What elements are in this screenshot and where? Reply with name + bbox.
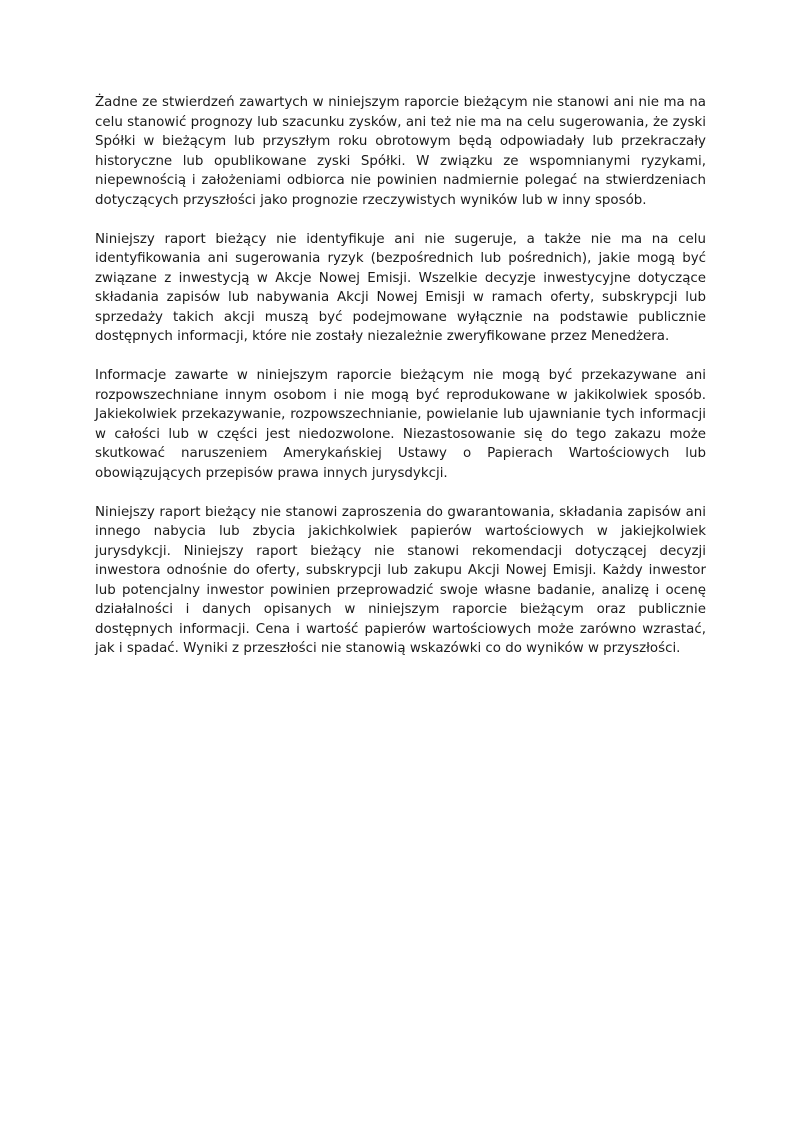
document-page [95,93,706,659]
paragraph-distribution-restriction: Informacje zawarte w niniejszym raporcie bieżącym nie mogą być przekazywane ani rozpowszechniane innym osobom i nie mogą być reprodukowane w jakikolwiek sposób. Jakiekolwiek przekazywanie, rozpowszechnianie, powielanie lub ujawnianie tych informacji w całości lub w części jest niedozwolone. Niezastosowanie się do tego zakazu może skutkować naruszeniem Amerykańskiej Ustawy o Papierach Wartościowych lub obowiązujących przepisów prawa innych jurysdykcji. [95,368,706,481]
paragraph-risk-disclaimer: Niniejszy raport bieżący nie identyfikuje ani nie sugeruje, a także nie ma na celu identyfikowania ani sugerowania ryzyk (bezpośrednich lub pośrednich), jakie mogą być związane z inwestycją w Akcje Nowej Emisji. Wszelkie decyzje inwestycyjne dotyczące składania zapisów lub nabywania Akcji Nowej Emisji w ramach oferty, subskrypcji lub sprzedaży takich akcji muszą być podejmowane wyłącznie na podstawie publicznie dostępnych informacji, które nie zostały niezależnie zweryfikowane przez Menedżera. [95,231,706,344]
paragraph-forecast-disclaimer: Żadne ze stwierdzeń zawartych w niniejszym raporcie bieżącym nie stanowi ani nie ma na celu stanowić prognozy lub szacunku zysków, ani też nie ma na celu sugerowania, że zyski Spółki w bieżącym lub przyszłym roku obrotowym będą odpowiadały lub przekraczały historyczne lub opublikowane zyski Spółki. W związku ze wspomnianymi ryzykami, niepewnością i założeniami odbiorca nie powinien nadmiernie polegać na stwierdzeniach dotyczących przyszłości jako prognozie rzeczywistych wyników lub w inny sposób. [95,95,706,208]
paragraph-no-offer: Niniejszy raport bieżący nie stanowi zaproszenia do gwarantowania, składania zapisów ani innego nabycia lub zbycia jakichkolwiek papierów wartościowych w jakiejkolwiek jurysdykcji. Niniejszy raport bieżący nie stanowi rekomendacji dotyczącej decyzji inwestora odnośnie do oferty, subskrypcji lub zakupu Akcji Nowej Emisji. Każdy inwestor lub potencjalny inwestor powinien przeprowadzić swoje własne badanie, analizę i ocenę działalności i danych opisanych w niniejszym raporcie bieżącym oraz publicznie dostępnych informacji. Cena i wartość papierów wartościowych może zarówno wzrastać, jak i spadać. Wyniki z przeszłości nie stanowią wskazówki co do wyników w przyszłości. [95,504,706,656]
